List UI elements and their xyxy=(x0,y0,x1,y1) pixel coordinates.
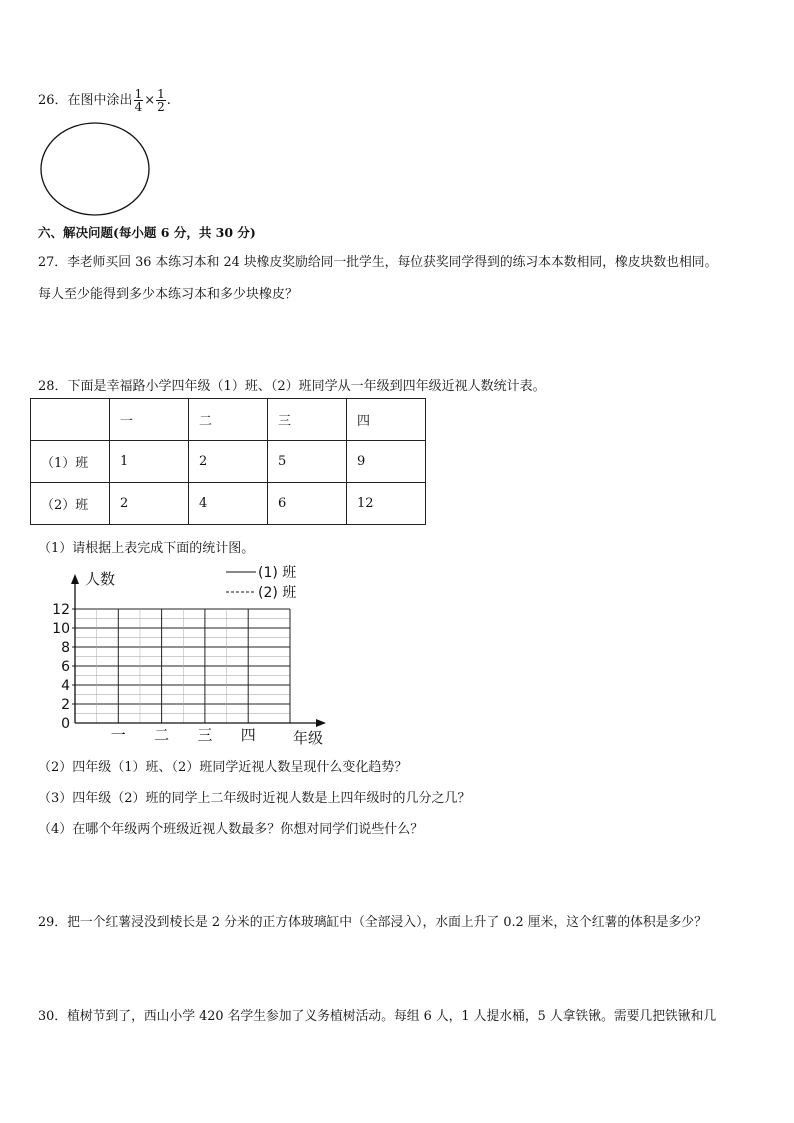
y-tick-label: 0 xyxy=(61,716,70,732)
section-6-title: 六、解决问题(每小题 6 分，共 30 分) xyxy=(38,225,256,240)
table-header-cell: 四 xyxy=(347,399,426,441)
chart-legend xyxy=(226,565,296,601)
fraction-one-quarter xyxy=(134,88,144,113)
y-tick-label: 6 xyxy=(61,659,70,675)
x-tick-label: 四 xyxy=(240,726,256,744)
y-axis-arrow xyxy=(71,574,79,584)
fraction-numerator: 1 xyxy=(157,87,165,101)
question-28-sub3: （3）四年级（2）班的同学上二年级时近视人数是上四年级时的几分之几？ xyxy=(38,791,471,806)
question-26-text: 在图中涂出 xyxy=(67,93,133,108)
table-row xyxy=(31,483,426,525)
legend-label: (1) 班 xyxy=(258,565,297,581)
chart-grid xyxy=(72,609,290,723)
question-28-sub1: （1）请根据上表完成下面的统计图。 xyxy=(38,541,255,556)
table-cell: 4 xyxy=(189,483,268,525)
y-tick-label: 4 xyxy=(61,678,70,694)
question-29: 29．把一个红薯浸没到棱长是 2 分米的正方体玻璃缸中（全部浸入），水面上升了 0.2 厘米，这个红薯的体积是多少？ xyxy=(38,915,707,930)
table-cell: 2 xyxy=(189,441,268,483)
table-cell: 12 xyxy=(347,483,426,525)
y-tick-label: 8 xyxy=(61,640,70,656)
y-axis-title: 人数 xyxy=(85,570,116,588)
fraction-denominator: 4 xyxy=(134,100,143,114)
table-row-label: （2）班 xyxy=(31,483,110,525)
y-tick-label: 10 xyxy=(52,621,70,637)
table-row-label: （1）班 xyxy=(31,441,110,483)
x-tick-label: 一 xyxy=(110,726,126,744)
x-axis-title: 年级 xyxy=(293,729,324,747)
legend-label: (2) 班 xyxy=(258,585,297,601)
fraction-one-half xyxy=(156,88,166,113)
question-27-line2: 每人至少能得到多少本练习本和多少块橡皮？ xyxy=(38,287,299,302)
fraction-numerator: 1 xyxy=(134,87,143,101)
table-cell xyxy=(31,399,110,441)
table-cell: 1 xyxy=(110,441,189,483)
table-header-cell: 一 xyxy=(110,399,189,441)
table-cell: 6 xyxy=(268,483,347,525)
x-tick-label: 三 xyxy=(197,726,213,744)
table-header-row xyxy=(31,399,426,441)
question-30: 30．植树节到了，西山小学 420 名学生参加了义务植树活动。每组 6 人，1 人提水桶，5 人拿铁锹。需要几把铁锹和几 xyxy=(38,1009,717,1024)
table-cell: 5 xyxy=(268,441,347,483)
question-27-line1: 27．李老师买回 36 本练习本和 24 块橡皮奖励给同一批学生，每位获奖同学得到的练习本本数相同，橡皮块数也相同。 xyxy=(38,255,718,270)
question-28-sub2: （2）四年级（1）班、（2）班同学近视人数呈现什么变化趋势？ xyxy=(38,760,408,775)
table-header-cell: 二 xyxy=(189,399,268,441)
fraction-denominator: 2 xyxy=(157,100,165,114)
question-26-number: 26． xyxy=(38,93,68,108)
question-28-sub4: （4）在哪个年级两个班级近视人数最多？你想对同学们说些什么？ xyxy=(38,822,424,837)
times-sign: × xyxy=(144,93,156,108)
question-28-intro: 28．下面是幸福路小学四年级（1）班、（2）班同学从一年级到四年级近视人数统计表。 xyxy=(38,379,546,394)
table-cell: 2 xyxy=(110,483,189,525)
x-tick-label: 二 xyxy=(154,726,170,744)
circle-figure xyxy=(38,120,154,218)
circle-shape xyxy=(41,123,149,215)
line-chart xyxy=(30,562,350,747)
table-cell: 9 xyxy=(347,441,426,483)
statistics-table xyxy=(30,398,426,525)
x-axis-arrow xyxy=(316,719,326,727)
question-26-end: . xyxy=(166,93,171,108)
table-row xyxy=(31,441,426,483)
table-header-cell: 三 xyxy=(268,399,347,441)
y-tick-label: 2 xyxy=(61,697,70,713)
question-26 xyxy=(38,88,171,113)
y-tick-label: 12 xyxy=(52,602,70,618)
